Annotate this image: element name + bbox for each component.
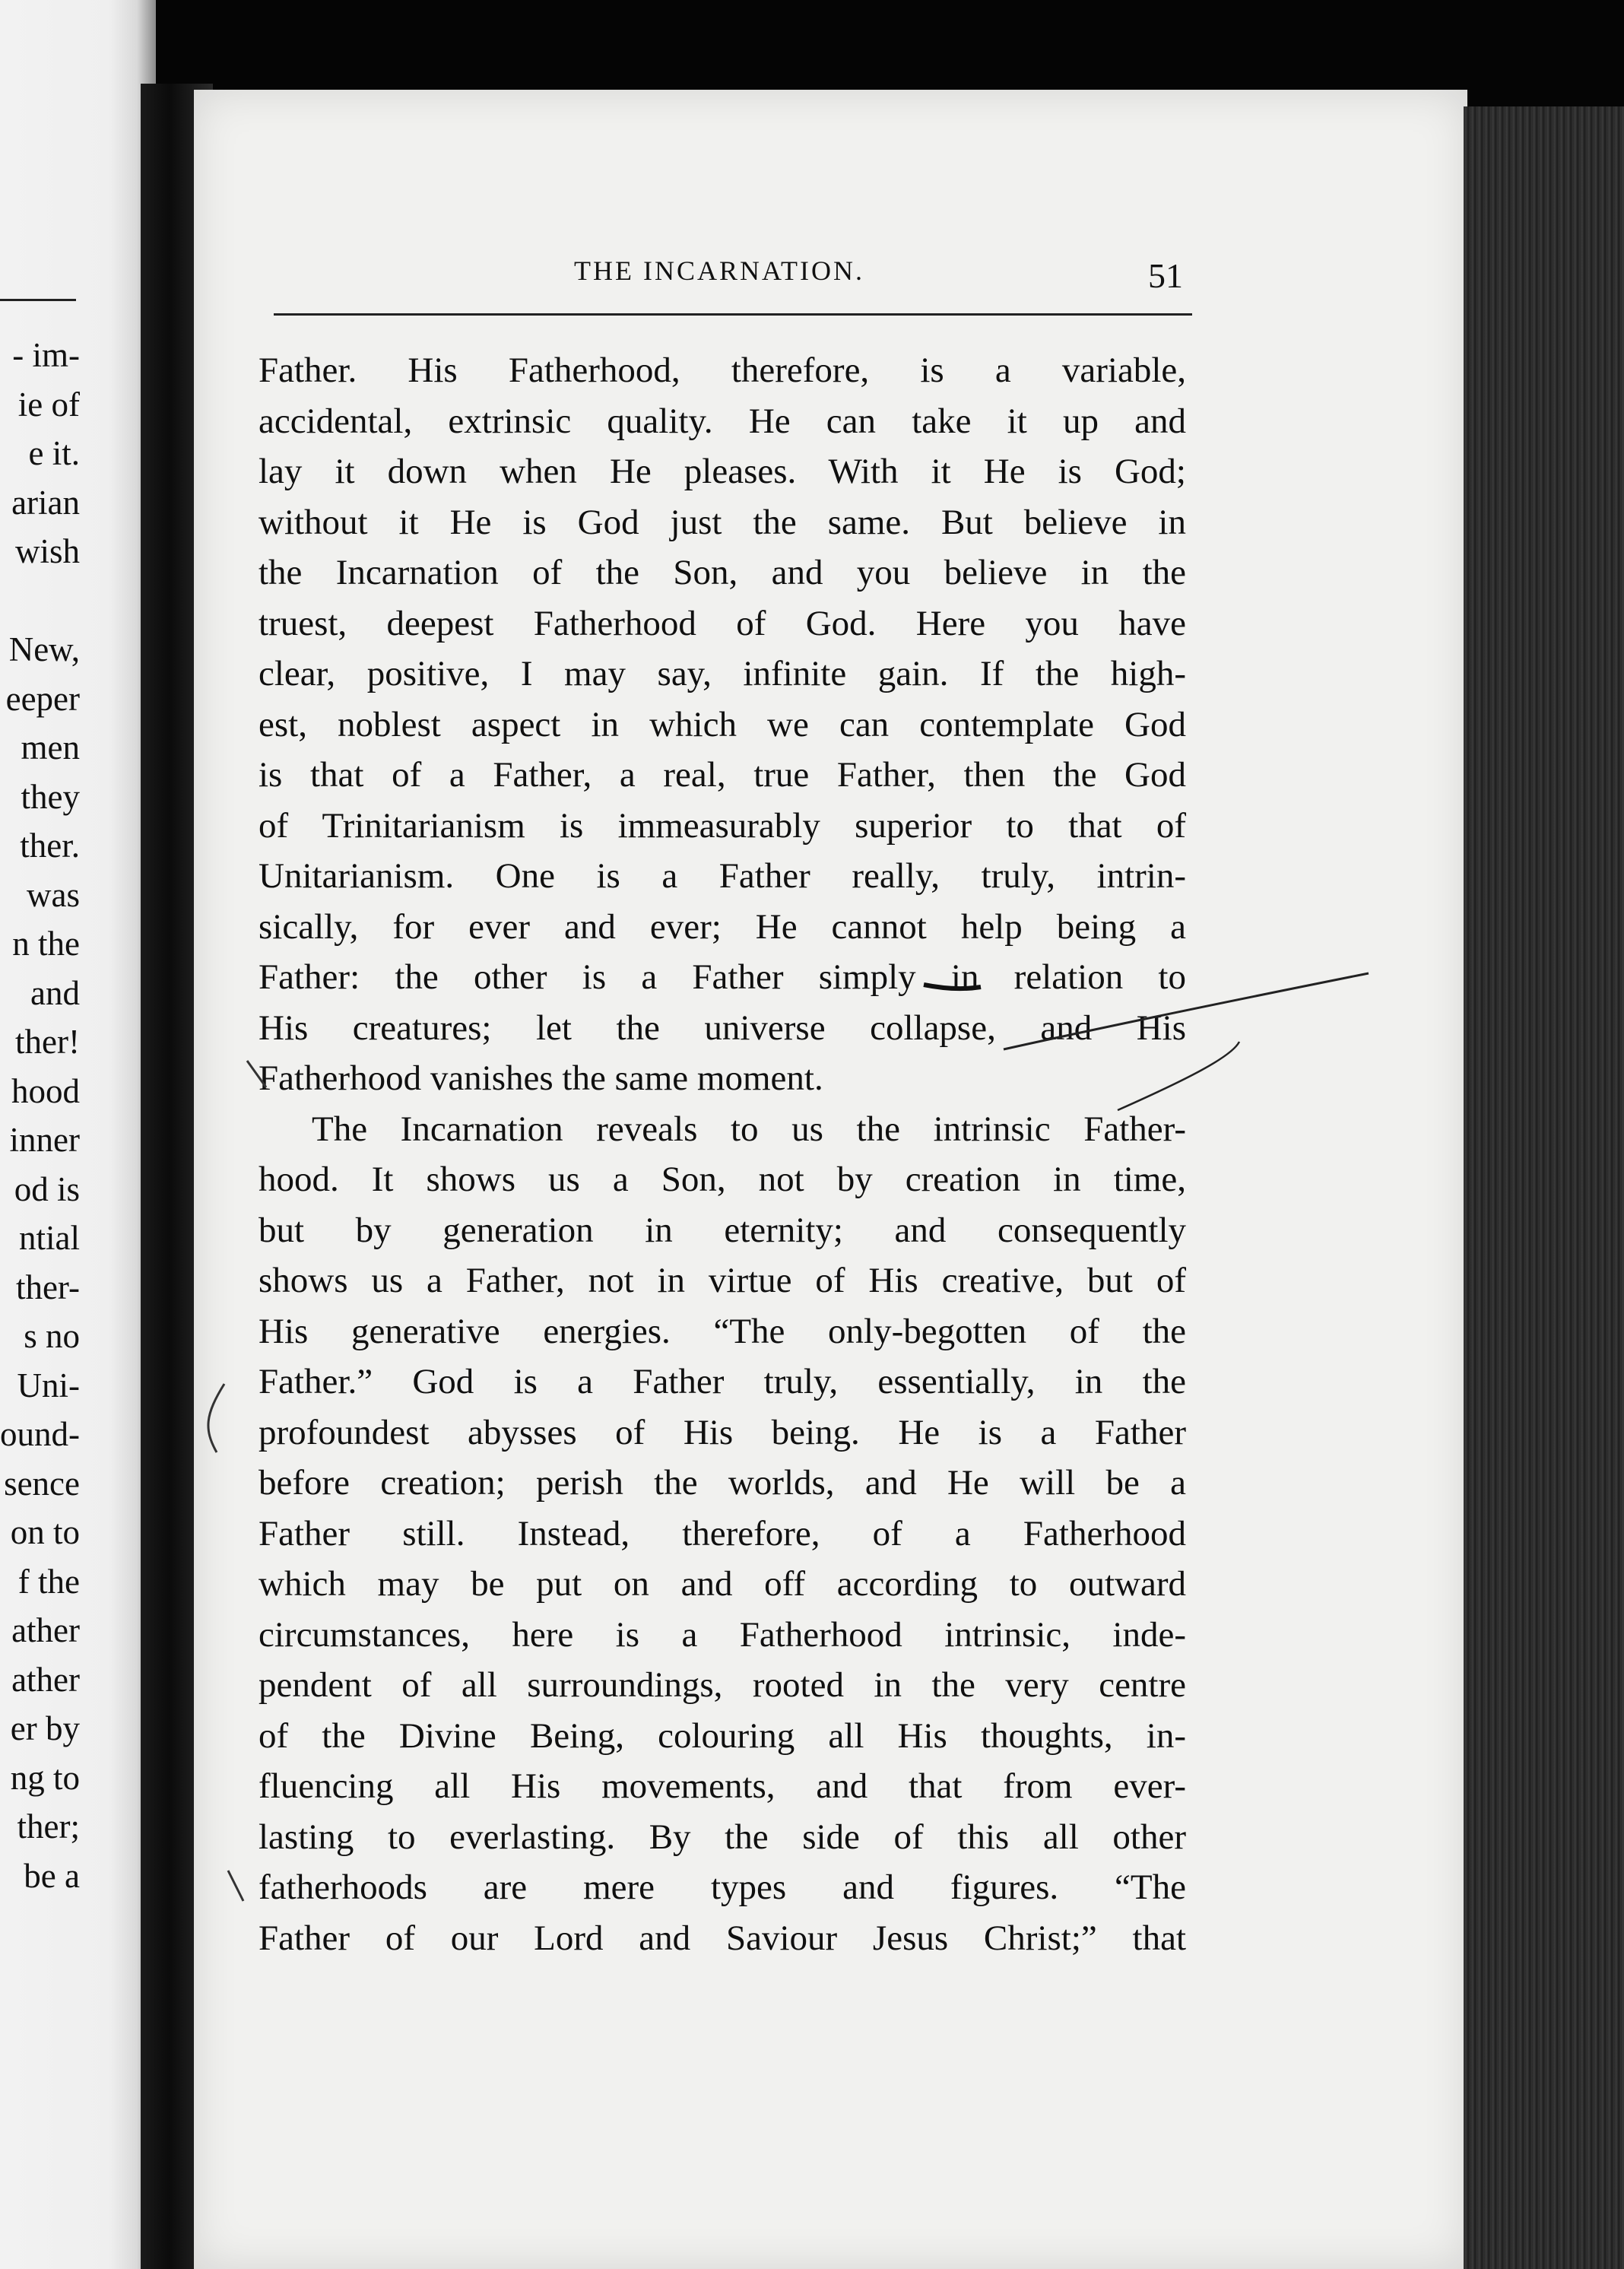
text-line: lasting to everlasting. By the side of this all other — [259, 1817, 1186, 1857]
text-line: Father.” God is a Father truly, essentially, in the — [259, 1362, 1186, 1401]
text-line: without it He is God just the same. But believe in — [259, 502, 1186, 542]
left-line: ie of — [17, 385, 80, 424]
left-line: they — [21, 777, 80, 816]
left-line: sence — [4, 1464, 80, 1503]
left-line: ather — [11, 1611, 80, 1649]
left-line: ather — [11, 1660, 80, 1699]
left-line: ther! — [15, 1023, 80, 1061]
previous-page-text — [0, 331, 80, 1900]
text-line: which may be put on and off according to outward — [259, 1564, 1186, 1604]
header-rule — [274, 313, 1192, 316]
left-line: ther; — [17, 1807, 80, 1845]
left-line: ther- — [15, 1268, 80, 1306]
text-line: Father still. Instead, therefore, of a Fatherhood — [259, 1513, 1186, 1553]
left-line: ound- — [0, 1415, 80, 1453]
text-line: fluencing all His movements, and that from ever- — [259, 1766, 1186, 1806]
text-line: Father. His Fatherhood, therefore, is a variable, — [259, 351, 1186, 390]
text-line: but by generation in eternity; and consequently — [259, 1210, 1186, 1250]
left-line: ther. — [20, 827, 80, 865]
text-line: profoundest abysses of His being. He is a Father — [259, 1412, 1186, 1452]
left-line: men — [21, 728, 80, 766]
left-line: er by — [10, 1709, 80, 1747]
text-line: pendent of all surroundings, rooted in the very centre — [259, 1665, 1186, 1705]
left-line: inner — [9, 1121, 80, 1159]
text-line: is that of a Father, a real, true Father, then the God — [259, 755, 1186, 795]
left-line: be a — [24, 1856, 80, 1895]
left-line: on to — [10, 1513, 80, 1551]
text-line: His generative energies. “The only-begotten of the — [259, 1311, 1186, 1351]
left-line: e it. — [28, 434, 80, 472]
left-line: hood — [11, 1071, 80, 1110]
text-line: clear, positive, I may say, infinite gain. If the high- — [259, 654, 1186, 693]
text-line: The Incarnation reveals to us the intrinsic Father- — [312, 1109, 1186, 1149]
text-line: truest, deepest Fatherhood of God. Here you have — [259, 603, 1186, 643]
text-line: the Incarnation of the Son, and you believe in the — [259, 553, 1186, 592]
left-line: od is — [14, 1169, 80, 1208]
text-line: before creation; perish the worlds, and He will be a — [259, 1463, 1186, 1503]
left-line: ng to — [10, 1758, 80, 1797]
text-line: est, noblest aspect in which we can contemplate God — [259, 704, 1186, 744]
previous-page-strip — [0, 0, 156, 2269]
left-line: f the — [17, 1562, 80, 1601]
left-line: n the — [12, 925, 80, 963]
text-line: fatherhoods are mere types and figures. “The — [259, 1868, 1186, 1907]
text-line: shows us a Father, not in virtue of His creative, but of — [259, 1261, 1186, 1300]
left-line — [0, 576, 80, 626]
text-line: circumstances, here is a Fatherhood intrinsic, inde- — [259, 1614, 1186, 1655]
page-stack-edge — [1464, 106, 1624, 2269]
left-line: s no — [24, 1317, 80, 1355]
text-line: hood. It shows us a Son, not by creation in time, — [259, 1160, 1186, 1199]
text-line: of the Divine Being, colouring all His thoughts, in- — [259, 1715, 1186, 1756]
text-line: of Trinitarianism is immeasurably superior to that of — [259, 805, 1186, 846]
text-line: His creatures; let the universe collapse, and His — [259, 1008, 1186, 1048]
running-head: THE INCARNATION. — [574, 255, 864, 286]
text-line: accidental, extrinsic quality. He can take it up and — [259, 401, 1186, 441]
text-line: sically, for ever and ever; He cannot help being a — [259, 906, 1186, 947]
text-line: Father: the other is a Father simply in relation to — [259, 957, 1186, 997]
body-text — [259, 345, 1186, 1963]
page-number: 51 — [1148, 256, 1183, 295]
previous-page-rule — [0, 299, 76, 301]
left-line: eeper — [5, 679, 80, 718]
left-line: New, — [8, 630, 80, 668]
left-line: and — [30, 973, 80, 1012]
left-line: - im- — [12, 336, 80, 374]
left-line: was — [27, 875, 80, 914]
text-line: Father of our Lord and Saviour Jesus Christ;” that — [259, 1918, 1186, 1958]
left-line: arian — [11, 483, 80, 522]
left-line: wish — [14, 532, 80, 570]
text-line: lay it down when He pleases. With it He is God; — [259, 452, 1186, 491]
left-line: ntial — [19, 1219, 80, 1257]
text-line: Unitarianism. One is a Father really, truly, intrin- — [259, 856, 1186, 896]
left-line: Uni- — [17, 1366, 80, 1404]
text-line: Fatherhood vanishes the same moment. — [259, 1058, 823, 1098]
